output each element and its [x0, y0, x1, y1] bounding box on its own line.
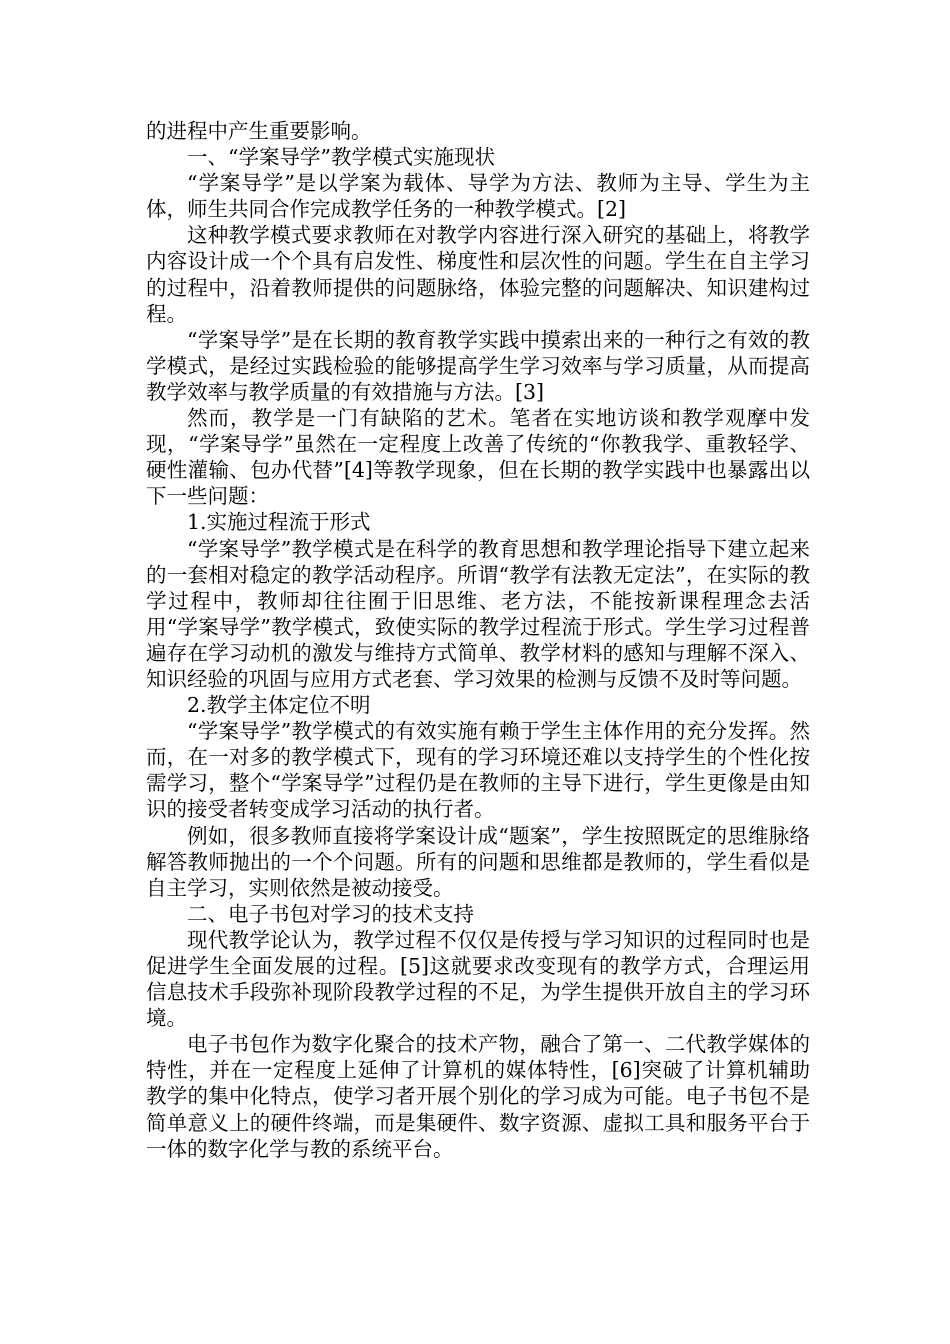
paragraph-requirements: 这种教学模式要求教师在对教学内容进行深入研究的基础上，将教学内容设计成一个个具有启发性、梯度性和层次性的问题。学生在自主学习的过程中，沿着教师提供的问题脉络，体验完整的问题解决、知识建构过程。	[146, 223, 810, 326]
paragraph-problems-intro: 然而，教学是一门有缺陷的艺术。笔者在实地访谈和教学观摩中发现，“学案导学”虽然在一定程度上改善了传统的“你教我学、重教轻学、硬性灌输、包办代替”[4]等教学现象，但在长期的教学实践中也暴露出以下一些问题：	[146, 406, 810, 509]
section-heading-1: 一、“学案导学”教学模式实施现状	[187, 145, 495, 170]
paragraph-effectiveness: “学案导学”是在长期的教育教学实践中摸索出来的一种行之有效的教学模式，是经过实践检验的能够提高学生学习效率与学习质量，从而提高教学效率与教学质量的有效措施与方法。[3]	[146, 327, 810, 404]
paragraph-formality: “学案导学”教学模式是在科学的教育思想和教学理论指导下建立起来的一套相对稳定的教学活动程序。所谓“教学有法教无定法”，在实际的教学过程中，教师却往往囿于旧思维、老方法，不能按新课程理念去活用“学案导学”教学模式，致使实际的教学过程流于形式。学生学习过程普遍存在学习动机的激发与维持方式简单、教学材料的感知与理解不深入、知识经验的巩固与应用方式老套、学习效果的检测与反馈不及时等问题。	[146, 536, 810, 691]
paragraph-ebook-bag: 电子书包作为数字化聚合的技术产物，融合了第一、二代教学媒体的特性，并在一定程度上延伸了计算机的媒体特性，[6]突破了计算机辅助教学的集中化特点，使学习者开展个别化的学习成为可能。电子书包不是简单意义上的硬件终端，而是集硬件、数字资源、虚拟工具和服务平台于一体的数字化学与教的系统平台。	[146, 1032, 810, 1161]
paragraph-definition: “学案导学”是以学案为载体、导学为方法、教师为主导、学生为主体，师生共同合作完成教学任务的一种教学模式。[2]	[146, 171, 810, 222]
section-heading-2: 二、电子书包对学习的技术支持	[187, 901, 474, 926]
paragraph-continuation: 的进程中产生重要影响。	[146, 119, 372, 143]
paragraph-example: 例如，很多教师直接将学案设计成“题案”，学生按照既定的思维脉络解答教师抛出的一个个问题。所有的问题和思维都是教师的，学生看似是自主学习，实则依然是被动接受。	[146, 823, 810, 900]
subheading-1: 1.实施过程流于形式	[187, 510, 371, 535]
paragraph-modern-theory: 现代教学论认为，教学过程不仅仅是传授与学习知识的过程同时也是促进学生全面发展的过程。[5]这就要求改变现有的教学方式，合理运用信息技术手段弥补现阶段教学过程的不足，为学生提供开放自主的学习环境。	[146, 927, 810, 1031]
paragraph-subject-role: “学案导学”教学模式的有效实施有赖于学生主体作用的充分发挥。然而，在一对多的教学模式下，现有的学习环境还难以支持学生的个性化按需学习，整个“学案导学”过程仍是在教师的主导下进行，学生更像是由知识的接受者转变成学习活动的执行者。	[146, 719, 810, 822]
document-page	[146, 118, 810, 1162]
subheading-2: 2.教学主体定位不明	[187, 693, 371, 718]
